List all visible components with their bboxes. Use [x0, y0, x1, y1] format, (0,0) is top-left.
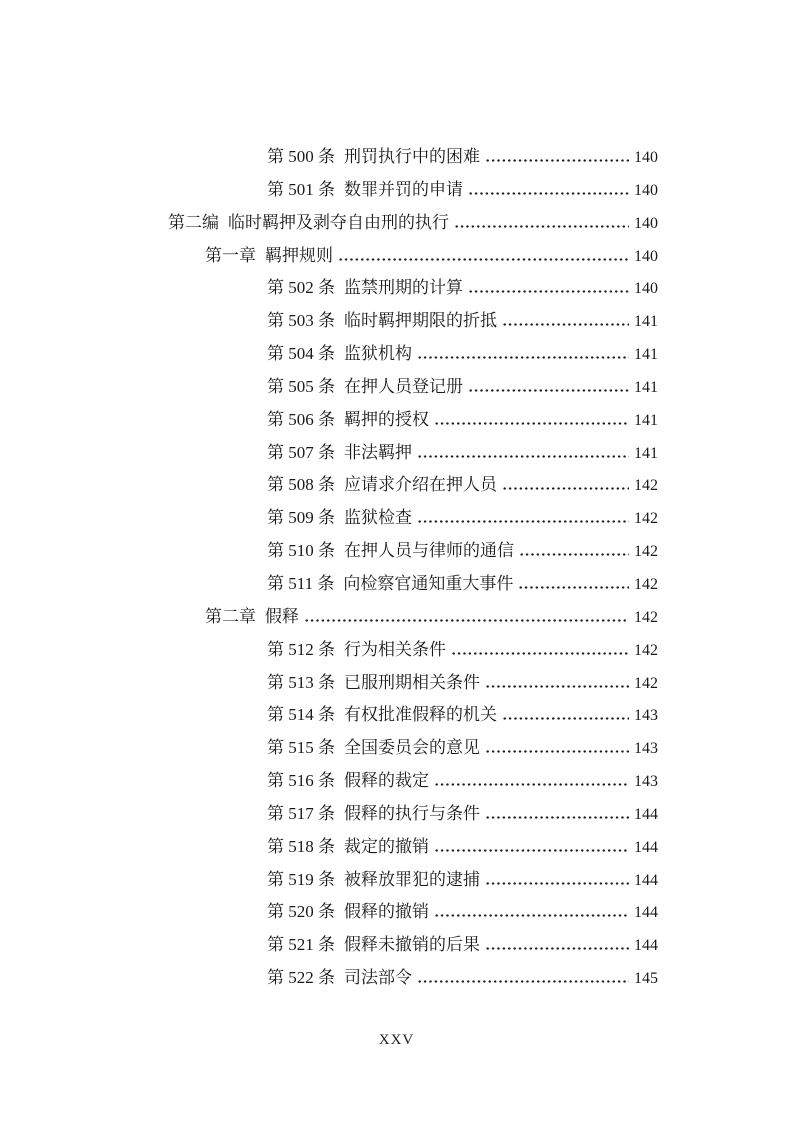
- toc-entry-label: 第二章: [205, 606, 256, 626]
- toc-entry-title: 羁押的授权: [344, 409, 429, 429]
- toc-entry-title: 裁定的撤销: [344, 836, 429, 856]
- toc-leader-dots: [417, 446, 629, 458]
- toc-entry-page: 140: [634, 214, 658, 232]
- toc-entry-page: 141: [634, 378, 658, 396]
- toc-entry-title: 假释的撤销: [344, 902, 429, 922]
- toc-entry-page: 140: [634, 280, 658, 298]
- toc-leader-dots: [451, 643, 629, 655]
- toc-entry-label: 第 515 条: [267, 738, 335, 758]
- toc-leader-dots: [304, 610, 629, 622]
- toc-entry: [168, 596, 658, 629]
- toc-entry-title: 假释未撤销的后果: [344, 935, 480, 955]
- toc-entry-page: 140: [634, 149, 658, 166]
- toc-list: [168, 136, 658, 990]
- toc-entry: [168, 629, 658, 662]
- toc-entry-label: 第 502 条: [267, 278, 335, 298]
- toc-entry: [168, 891, 658, 924]
- toc-leader-dots: [468, 380, 629, 392]
- toc-leader-dots: [502, 314, 629, 326]
- toc-entry-page: 142: [634, 477, 658, 495]
- toc-entry-title: 被释放罪犯的逮捕: [344, 869, 480, 889]
- toc-leader-dots: [434, 905, 629, 917]
- toc-leader-dots: [417, 347, 629, 359]
- toc-entry: [168, 202, 658, 235]
- toc-entry-label: 第 514 条: [267, 705, 335, 725]
- toc-entry: [168, 957, 658, 990]
- toc-leader-dots: [502, 708, 629, 720]
- toc-leader-dots: [417, 511, 629, 523]
- toc-entry-label: 第 518 条: [267, 836, 335, 856]
- toc-entry-title: 假释的裁定: [344, 771, 429, 791]
- toc-entry: [168, 530, 658, 563]
- toc-entry-page: 140: [634, 181, 658, 199]
- toc-entry: [168, 793, 658, 826]
- toc-entry-title: 有权批准假释的机关: [344, 705, 497, 725]
- toc-entry: [168, 563, 658, 596]
- toc-leader-dots: [468, 281, 629, 293]
- toc-entry-label: 第 504 条: [267, 344, 335, 364]
- toc-entry-page: 142: [634, 608, 658, 626]
- toc-entry: [168, 136, 658, 169]
- toc-entry-label: 第 505 条: [267, 376, 335, 396]
- toc-entry-label: 第 511 条: [267, 573, 335, 593]
- toc-entry-label: 第 517 条: [267, 803, 335, 823]
- toc-entry-label: 第 516 条: [267, 771, 335, 791]
- toc-entry: [168, 694, 658, 727]
- toc-entry-page: 143: [634, 740, 658, 758]
- toc-entry-label: 第 522 条: [267, 968, 335, 988]
- toc-entry: [168, 235, 658, 268]
- toc-entry-page: 141: [634, 444, 658, 462]
- toc-entry: [168, 432, 658, 465]
- toc-entry-title: 在押人员登记册: [344, 376, 463, 396]
- toc-entry-page: 142: [634, 543, 658, 561]
- toc-leader-dots: [485, 807, 629, 819]
- toc-leader-dots: [434, 840, 629, 852]
- toc-leader-dots: [518, 577, 629, 589]
- toc-entry-page: 144: [634, 805, 658, 823]
- toc-entry-page: 144: [634, 904, 658, 922]
- toc-entry-page: 143: [634, 707, 658, 725]
- toc-entry-label: 第 500 条: [267, 147, 335, 166]
- toc-entry: [168, 333, 658, 366]
- toc-entry: [168, 826, 658, 859]
- toc-entry-label: 第二编: [168, 212, 219, 232]
- toc-entry-label: 第 506 条: [267, 409, 335, 429]
- toc-entry: [168, 300, 658, 333]
- toc-entry-page: 144: [634, 937, 658, 955]
- page-number: XXV: [378, 1032, 415, 1048]
- toc-entry: [168, 497, 658, 530]
- toc-leader-dots: [434, 774, 629, 786]
- toc-entry-page: 142: [634, 510, 658, 528]
- toc-entry-label: 第 520 条: [267, 902, 335, 922]
- toc-entry: [168, 924, 658, 957]
- toc-entry-page: 142: [634, 641, 658, 659]
- toc-entry-title: 假释的执行与条件: [344, 803, 480, 823]
- toc-entry-title: 临时羁押期限的折抵: [344, 311, 497, 331]
- toc-entry-title: 行为相关条件: [344, 639, 446, 659]
- toc-entry-page: 144: [634, 871, 658, 889]
- toc-leader-dots: [485, 150, 629, 162]
- toc-entry-page: 143: [634, 773, 658, 791]
- toc-leader-dots: [485, 676, 629, 688]
- toc-entry-title: 数罪并罚的申请: [344, 179, 463, 199]
- toc-entry: [168, 760, 658, 793]
- toc-entry-title: 向检察官通知重大事件: [343, 573, 514, 593]
- toc-entry: [168, 727, 658, 760]
- toc-entry-title: 已服刑期相关条件: [344, 672, 480, 692]
- toc-entry-page: 141: [634, 346, 658, 364]
- toc-entry-label: 第 501 条: [267, 179, 335, 199]
- toc-entry-label: 第 512 条: [267, 639, 335, 659]
- toc-entry-title: 假释: [265, 606, 299, 626]
- toc-entry-title: 刑罚执行中的困难: [344, 147, 480, 166]
- toc-entry-title: 在押人员与律师的通信: [344, 541, 514, 561]
- toc-entry-page: 141: [634, 313, 658, 331]
- toc-entry-title: 临时羁押及剥夺自由刑的执行: [228, 212, 449, 232]
- toc-leader-dots: [454, 216, 629, 228]
- toc-entry-page: 142: [634, 575, 658, 593]
- toc-entry-title: 监狱检查: [344, 508, 412, 528]
- toc-entry-title: 全国委员会的意见: [344, 738, 480, 758]
- toc-entry-page: 144: [634, 838, 658, 856]
- toc-entry: [168, 859, 658, 892]
- toc-entry-title: 羁押规则: [265, 245, 333, 265]
- toc-entry-title: 司法部令: [344, 968, 412, 988]
- toc-entry-title: 监禁刑期的计算: [344, 278, 463, 298]
- toc-leader-dots: [485, 741, 629, 753]
- toc-entry: [168, 366, 658, 399]
- toc-entry: [168, 464, 658, 497]
- toc-entry-label: 第一章: [205, 245, 256, 265]
- toc-leader-dots: [485, 938, 629, 950]
- toc-entry: [168, 662, 658, 695]
- toc-leader-dots: [434, 413, 629, 425]
- toc-leader-dots: [502, 478, 629, 490]
- toc-entry-page: 140: [634, 247, 658, 265]
- toc-entry-title: 非法羁押: [344, 442, 412, 462]
- toc-entry-page: 145: [634, 970, 658, 988]
- toc-leader-dots: [417, 971, 629, 983]
- toc-entry-title: 应请求介绍在押人员: [344, 475, 497, 495]
- toc-leader-dots: [468, 183, 629, 195]
- toc-entry-page: 142: [634, 674, 658, 692]
- toc-entry-label: 第 513 条: [267, 672, 335, 692]
- toc-leader-dots: [519, 544, 629, 556]
- toc-entry-label: 第 503 条: [267, 311, 335, 331]
- toc-entry-label: 第 510 条: [267, 541, 335, 561]
- toc-entry-title: 监狱机构: [344, 344, 412, 364]
- toc-entry: [168, 267, 658, 300]
- toc-entry-page: 141: [634, 411, 658, 429]
- toc-entry-label: 第 508 条: [267, 475, 335, 495]
- toc-entry-label: 第 521 条: [267, 935, 335, 955]
- toc-entry-label: 第 519 条: [267, 869, 335, 889]
- toc-entry-label: 第 509 条: [267, 508, 335, 528]
- toc-entry-label: 第 507 条: [267, 442, 335, 462]
- toc-leader-dots: [338, 249, 629, 261]
- toc-entry: [168, 399, 658, 432]
- toc-entry: [168, 169, 658, 202]
- toc-leader-dots: [485, 873, 629, 885]
